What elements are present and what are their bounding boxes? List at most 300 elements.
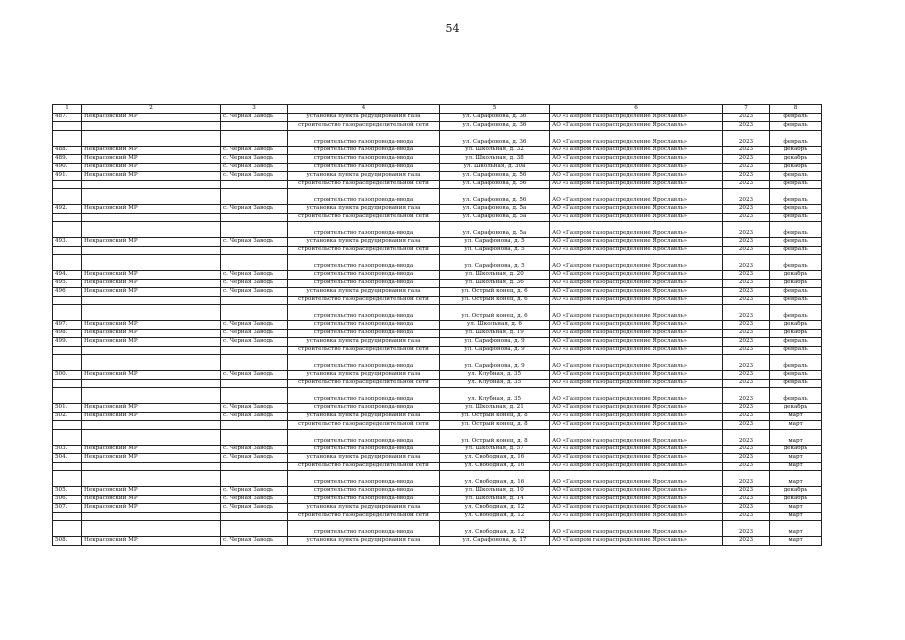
- organization-cell: АО «Газпром газораспределение Ярославль»: [550, 279, 723, 288]
- address-cell: ул. Свободная, д. 12: [440, 504, 550, 513]
- table-row: [53, 412, 822, 421]
- organization-cell: АО «Газпром газораспределение Ярославль»: [550, 271, 723, 280]
- work-type-cell: строительство газопровода-ввода: [288, 163, 440, 172]
- organization-cell: АО «Газпром газораспределение Ярославль»: [550, 213, 723, 222]
- district-cell: Некрасовский МР: [82, 495, 221, 504]
- row-number-cell: 497.: [53, 321, 82, 330]
- table-row: [53, 404, 822, 413]
- organization-cell: АО «Газпром газораспределение Ярославль»: [550, 504, 723, 513]
- district-cell: [82, 471, 221, 487]
- row-number-cell: 493.: [53, 238, 82, 247]
- organization-cell: АО «Газпром газораспределение Ярославль»: [550, 321, 723, 330]
- settlement-cell: [221, 421, 288, 430]
- organization-cell: АО «Газпром газораспределение Ярославль»: [550, 429, 723, 445]
- row-number-cell: 501.: [53, 404, 82, 413]
- month-cell: март: [770, 412, 822, 421]
- month-cell: декабрь: [770, 155, 822, 164]
- table-row: [53, 122, 822, 131]
- row-number-cell: [53, 521, 82, 537]
- row-number-cell: [53, 421, 82, 430]
- table-row: [53, 429, 822, 445]
- settlement-cell: [221, 521, 288, 537]
- district-cell: Некрасовский МР: [82, 454, 221, 463]
- table-row: [53, 495, 822, 504]
- settlement-cell: [221, 222, 288, 238]
- district-cell: [82, 180, 221, 189]
- table-row: [53, 189, 822, 205]
- month-cell: февраль: [770, 338, 822, 347]
- table-row: [53, 146, 822, 155]
- organization-cell: АО «Газпром газораспределение Ярославль»: [550, 163, 723, 172]
- year-cell: 2023: [723, 355, 770, 371]
- organization-cell: АО «Газпром газораспределение Ярославль»: [550, 404, 723, 413]
- table-row: [53, 246, 822, 255]
- year-cell: 2023: [723, 296, 770, 305]
- month-cell: декабрь: [770, 321, 822, 330]
- address-cell: ул. Свободная, д. 12: [440, 512, 550, 521]
- district-cell: Некрасовский МР: [82, 238, 221, 247]
- month-cell: март: [770, 471, 822, 487]
- work-type-cell: строительство газораспределительной сети: [288, 246, 440, 255]
- table-row: [53, 388, 822, 404]
- work-type-cell: строительство газопровода-ввода: [288, 155, 440, 164]
- month-cell: март: [770, 454, 822, 463]
- row-number-cell: [53, 296, 82, 305]
- organization-cell: АО «Газпром газораспределение Ярославль»: [550, 421, 723, 430]
- work-type-cell: строительство газопровода-ввода: [288, 255, 440, 271]
- settlement-cell: с. Черная Заводь: [221, 155, 288, 164]
- year-cell: 2023: [723, 471, 770, 487]
- settlement-cell: с. Черная Заводь: [221, 288, 288, 297]
- work-type-cell: строительство газопровода-ввода: [288, 329, 440, 338]
- address-cell: ул. Острый конец, д. 6: [440, 305, 550, 321]
- organization-cell: АО «Газпром газораспределение Ярославль»: [550, 329, 723, 338]
- settlement-cell: [221, 471, 288, 487]
- month-cell: февраль: [770, 205, 822, 214]
- row-number-cell: [53, 213, 82, 222]
- district-cell: [82, 189, 221, 205]
- settlement-cell: [221, 122, 288, 131]
- month-cell: декабрь: [770, 495, 822, 504]
- month-cell: декабрь: [770, 279, 822, 288]
- month-cell: март: [770, 537, 822, 546]
- year-cell: 2023: [723, 412, 770, 421]
- month-cell: март: [770, 504, 822, 513]
- row-number-cell: 490.: [53, 163, 82, 172]
- row-number-cell: 504.: [53, 454, 82, 463]
- settlement-cell: с. Черная Заводь: [221, 371, 288, 380]
- work-type-cell: установка пункта редуцирования газа: [288, 454, 440, 463]
- district-cell: Некрасовский МР: [82, 146, 221, 155]
- work-type-cell: строительство газораспределительной сети: [288, 512, 440, 521]
- organization-cell: АО «Газпром газораспределение Ярославль»: [550, 146, 723, 155]
- district-cell: [82, 130, 221, 146]
- settlement-cell: с. Черная Заводь: [221, 238, 288, 247]
- settlement-cell: [221, 296, 288, 305]
- column-header: 6: [550, 105, 723, 114]
- address-cell: ул. Сарафонова, д. 9: [440, 346, 550, 355]
- row-number-cell: 498.: [53, 329, 82, 338]
- table-body: [53, 113, 822, 545]
- work-type-cell: строительство газораспределительной сети: [288, 296, 440, 305]
- column-header: 3: [221, 105, 288, 114]
- work-type-cell: установка пункта редуцирования газа: [288, 172, 440, 181]
- address-cell: ул. Сарафонова, д. 17: [440, 537, 550, 546]
- district-cell: [82, 462, 221, 471]
- table-row: [53, 180, 822, 189]
- work-type-cell: строительство газопровода-ввода: [288, 305, 440, 321]
- organization-cell: АО «Газпром газораспределение Ярославль»: [550, 305, 723, 321]
- month-cell: февраль: [770, 180, 822, 189]
- year-cell: 2023: [723, 329, 770, 338]
- row-number-cell: [53, 462, 82, 471]
- settlement-cell: с. Черная Заводь: [221, 412, 288, 421]
- address-cell: ул. Школьная, д. 30а: [440, 163, 550, 172]
- table-row: [53, 537, 822, 546]
- year-cell: 2023: [723, 288, 770, 297]
- table-row: [53, 213, 822, 222]
- work-type-cell: установка пункта редуцирования газа: [288, 238, 440, 247]
- organization-cell: АО «Газпром газораспределение Ярославль»: [550, 189, 723, 205]
- month-cell: февраль: [770, 189, 822, 205]
- month-cell: февраль: [770, 246, 822, 255]
- table-row: [53, 205, 822, 214]
- settlement-cell: [221, 130, 288, 146]
- address-cell: ул. Острый конец, д. 6: [440, 296, 550, 305]
- organization-cell: АО «Газпром газораспределение Ярославль»: [550, 113, 723, 122]
- year-cell: 2023: [723, 180, 770, 189]
- year-cell: 2023: [723, 338, 770, 347]
- table-row: [53, 445, 822, 454]
- work-type-cell: установка пункта редуцирования газа: [288, 412, 440, 421]
- table-row: [53, 238, 822, 247]
- settlement-cell: с. Черная Заводь: [221, 146, 288, 155]
- year-cell: 2023: [723, 379, 770, 388]
- row-number-cell: 491.: [53, 172, 82, 181]
- month-cell: декабрь: [770, 404, 822, 413]
- table-row: [53, 172, 822, 181]
- table-row: [53, 521, 822, 537]
- work-type-cell: установка пункта редуцирования газа: [288, 205, 440, 214]
- district-cell: Некрасовский МР: [82, 537, 221, 546]
- address-cell: ул. Школьная, д. 32: [440, 146, 550, 155]
- district-cell: [82, 213, 221, 222]
- organization-cell: АО «Газпром газораспределение Ярославль»: [550, 255, 723, 271]
- table-row: [53, 379, 822, 388]
- month-cell: февраль: [770, 255, 822, 271]
- settlement-cell: [221, 429, 288, 445]
- row-number-cell: 506.: [53, 495, 82, 504]
- year-cell: 2023: [723, 521, 770, 537]
- district-cell: [82, 355, 221, 371]
- month-cell: февраль: [770, 288, 822, 297]
- row-number-cell: [53, 471, 82, 487]
- address-cell: ул. Школьная, д. 14: [440, 495, 550, 504]
- row-number-cell: 505.: [53, 487, 82, 496]
- district-cell: [82, 512, 221, 521]
- organization-cell: АО «Газпром газораспределение Ярославль»: [550, 296, 723, 305]
- row-number-cell: 507.: [53, 504, 82, 513]
- work-type-cell: строительство газопровода-ввода: [288, 279, 440, 288]
- work-type-cell: строительство газопровода-ввода: [288, 487, 440, 496]
- district-cell: [82, 222, 221, 238]
- work-type-cell: строительство газораспределительной сети: [288, 213, 440, 222]
- month-cell: декабрь: [770, 146, 822, 155]
- month-cell: февраль: [770, 379, 822, 388]
- organization-cell: АО «Газпром газораспределение Ярославль»: [550, 205, 723, 214]
- work-type-cell: установка пункта редуцирования газа: [288, 113, 440, 122]
- table-row: [53, 421, 822, 430]
- month-cell: декабрь: [770, 163, 822, 172]
- district-cell: Некрасовский МР: [82, 404, 221, 413]
- address-cell: ул. Клубная, д. 35: [440, 388, 550, 404]
- table-header-row: [53, 105, 822, 114]
- month-cell: февраль: [770, 222, 822, 238]
- row-number-cell: [53, 388, 82, 404]
- row-number-cell: 489.: [53, 155, 82, 164]
- district-cell: Некрасовский МР: [82, 279, 221, 288]
- row-number-cell: 494.: [53, 271, 82, 280]
- organization-cell: АО «Газпром газораспределение Ярославль»: [550, 338, 723, 347]
- address-cell: ул. Сарафонова, д. 5а: [440, 222, 550, 238]
- organization-cell: АО «Газпром газораспределение Ярославль»: [550, 371, 723, 380]
- table-row: [53, 454, 822, 463]
- address-cell: ул. Школьная, д. 20: [440, 271, 550, 280]
- table-row: [53, 371, 822, 380]
- year-cell: 2023: [723, 487, 770, 496]
- address-cell: ул. Острый конец, д. 8: [440, 421, 550, 430]
- district-cell: [82, 255, 221, 271]
- address-cell: ул. Школьная, д. 19: [440, 329, 550, 338]
- settlement-cell: [221, 180, 288, 189]
- year-cell: 2023: [723, 113, 770, 122]
- table-row: [53, 163, 822, 172]
- settlement-cell: [221, 355, 288, 371]
- year-cell: 2023: [723, 271, 770, 280]
- row-number-cell: 500.: [53, 371, 82, 380]
- district-cell: Некрасовский МР: [82, 338, 221, 347]
- month-cell: февраль: [770, 172, 822, 181]
- year-cell: 2023: [723, 279, 770, 288]
- organization-cell: АО «Газпром газораспределение Ярославль»: [550, 412, 723, 421]
- district-cell: Некрасовский МР: [82, 321, 221, 330]
- month-cell: февраль: [770, 388, 822, 404]
- district-cell: [82, 379, 221, 388]
- work-type-cell: строительство газопровода-ввода: [288, 388, 440, 404]
- work-type-cell: строительство газопровода-ввода: [288, 521, 440, 537]
- work-type-cell: строительство газопровода-ввода: [288, 130, 440, 146]
- year-cell: 2023: [723, 146, 770, 155]
- organization-cell: АО «Газпром газораспределение Ярославль»: [550, 379, 723, 388]
- table-row: [53, 255, 822, 271]
- organization-cell: АО «Газпром газораспределение Ярославль»: [550, 454, 723, 463]
- month-cell: март: [770, 462, 822, 471]
- address-cell: ул. Школьная, д. 36: [440, 279, 550, 288]
- work-type-cell: строительство газораспределительной сети: [288, 122, 440, 131]
- address-cell: ул. Сарафонова, д. 56: [440, 189, 550, 205]
- district-cell: [82, 429, 221, 445]
- year-cell: 2023: [723, 371, 770, 380]
- year-cell: 2023: [723, 429, 770, 445]
- settlement-cell: [221, 379, 288, 388]
- table-row: [53, 130, 822, 146]
- district-cell: Некрасовский МР: [82, 504, 221, 513]
- settlement-cell: [221, 305, 288, 321]
- year-cell: 2023: [723, 172, 770, 181]
- table-row: [53, 346, 822, 355]
- organization-cell: АО «Газпром газораспределение Ярославль»: [550, 130, 723, 146]
- year-cell: 2023: [723, 512, 770, 521]
- district-cell: Некрасовский МР: [82, 412, 221, 421]
- month-cell: декабрь: [770, 487, 822, 496]
- year-cell: 2023: [723, 238, 770, 247]
- table-row: [53, 471, 822, 487]
- work-type-cell: строительство газораспределительной сети: [288, 379, 440, 388]
- work-type-cell: строительство газопровода-ввода: [288, 355, 440, 371]
- district-cell: Некрасовский МР: [82, 371, 221, 380]
- year-cell: 2023: [723, 421, 770, 430]
- month-cell: февраль: [770, 305, 822, 321]
- district-cell: [82, 521, 221, 537]
- year-cell: 2023: [723, 445, 770, 454]
- row-number-cell: [53, 130, 82, 146]
- table-row: [53, 338, 822, 347]
- table-row: [53, 271, 822, 280]
- month-cell: февраль: [770, 113, 822, 122]
- work-type-cell: установка пункта редуцирования газа: [288, 288, 440, 297]
- month-cell: март: [770, 421, 822, 430]
- address-cell: ул. Сарафонова, д. 5а: [440, 205, 550, 214]
- year-cell: 2023: [723, 213, 770, 222]
- table-row: [53, 279, 822, 288]
- settlement-cell: с. Черная Заводь: [221, 271, 288, 280]
- organization-cell: АО «Газпром газораспределение Ярославль»: [550, 346, 723, 355]
- address-cell: ул. Школьная, д. 38: [440, 155, 550, 164]
- work-type-cell: строительство газопровода-ввода: [288, 429, 440, 445]
- organization-cell: АО «Газпром газораспределение Ярославль»: [550, 222, 723, 238]
- settlement-cell: [221, 388, 288, 404]
- address-cell: ул. Свободная, д. 12: [440, 521, 550, 537]
- table-row: [53, 288, 822, 297]
- district-cell: Некрасовский МР: [82, 329, 221, 338]
- organization-cell: АО «Газпром газораспределение Ярославль»: [550, 288, 723, 297]
- settlement-cell: с. Черная Заводь: [221, 537, 288, 546]
- month-cell: февраль: [770, 213, 822, 222]
- row-number-cell: 495.: [53, 279, 82, 288]
- settlement-cell: с. Черная Заводь: [221, 504, 288, 513]
- year-cell: 2023: [723, 163, 770, 172]
- district-cell: Некрасовский МР: [82, 487, 221, 496]
- table-row: [53, 296, 822, 305]
- district-cell: [82, 421, 221, 430]
- year-cell: 2023: [723, 155, 770, 164]
- table-row: [53, 222, 822, 238]
- row-number-cell: 499.: [53, 338, 82, 347]
- year-cell: 2023: [723, 130, 770, 146]
- column-header: 5: [440, 105, 550, 114]
- row-number-cell: 503.: [53, 445, 82, 454]
- column-header: 4: [288, 105, 440, 114]
- row-number-cell: [53, 305, 82, 321]
- settlement-cell: [221, 213, 288, 222]
- district-cell: Некрасовский МР: [82, 113, 221, 122]
- row-number-cell: [53, 222, 82, 238]
- settlement-cell: с. Черная Заводь: [221, 338, 288, 347]
- address-cell: ул. Острый конец, д. 6: [440, 288, 550, 297]
- organization-cell: АО «Газпром газораспределение Ярославль»: [550, 487, 723, 496]
- settlement-cell: [221, 246, 288, 255]
- address-cell: ул. Школьная, д. 21: [440, 404, 550, 413]
- organization-cell: АО «Газпром газораспределение Ярославль»: [550, 238, 723, 247]
- month-cell: декабрь: [770, 329, 822, 338]
- work-type-cell: установка пункта редуцирования газа: [288, 338, 440, 347]
- month-cell: декабрь: [770, 445, 822, 454]
- work-type-cell: строительство газопровода-ввода: [288, 495, 440, 504]
- column-header: 2: [82, 105, 221, 114]
- table-row: [53, 329, 822, 338]
- organization-cell: АО «Газпром газораспределение Ярославль»: [550, 388, 723, 404]
- address-cell: ул. Сарафонова, д. 9: [440, 355, 550, 371]
- district-cell: Некрасовский МР: [82, 172, 221, 181]
- month-cell: декабрь: [770, 271, 822, 280]
- organization-cell: АО «Газпром газораспределение Ярославль»: [550, 495, 723, 504]
- work-type-cell: установка пункта редуцирования газа: [288, 371, 440, 380]
- year-cell: 2023: [723, 222, 770, 238]
- settlement-cell: с. Черная Заводь: [221, 279, 288, 288]
- settlement-cell: с. Черная Заводь: [221, 454, 288, 463]
- month-cell: февраль: [770, 371, 822, 380]
- work-type-cell: установка пункта редуцирования газа: [288, 504, 440, 513]
- row-number-cell: [53, 512, 82, 521]
- row-number-cell: 496: [53, 288, 82, 297]
- year-cell: 2023: [723, 305, 770, 321]
- work-type-cell: строительство газопровода-ввода: [288, 321, 440, 330]
- work-type-cell: строительство газораспределительной сети: [288, 462, 440, 471]
- address-cell: ул. Свободная, д. 16: [440, 471, 550, 487]
- table-row: [53, 113, 822, 122]
- address-cell: ул. Школьная, д. 6: [440, 321, 550, 330]
- organization-cell: АО «Газпром газораспределение Ярославль»: [550, 521, 723, 537]
- year-cell: 2023: [723, 454, 770, 463]
- year-cell: 2023: [723, 122, 770, 131]
- address-cell: ул. Школьная, д. 10: [440, 487, 550, 496]
- month-cell: март: [770, 521, 822, 537]
- organization-cell: АО «Газпром газораспределение Ярославль»: [550, 512, 723, 521]
- address-cell: ул. Сарафонова, д. 56: [440, 180, 550, 189]
- settlement-cell: [221, 512, 288, 521]
- year-cell: 2023: [723, 495, 770, 504]
- district-cell: [82, 246, 221, 255]
- row-number-cell: [53, 246, 82, 255]
- table-row: [53, 512, 822, 521]
- column-header: 8: [770, 105, 822, 114]
- row-number-cell: [53, 355, 82, 371]
- year-cell: 2023: [723, 255, 770, 271]
- month-cell: февраль: [770, 355, 822, 371]
- year-cell: 2023: [723, 388, 770, 404]
- table-row: [53, 487, 822, 496]
- district-cell: [82, 346, 221, 355]
- address-cell: ул. Сарафонова, д. 36: [440, 130, 550, 146]
- address-cell: ул. Острый конец, д. 8: [440, 429, 550, 445]
- settlement-cell: [221, 255, 288, 271]
- table-row: [53, 155, 822, 164]
- address-cell: ул. Сарафонова, д. 36: [440, 122, 550, 131]
- row-number-cell: [53, 379, 82, 388]
- work-type-cell: строительство газопровода-ввода: [288, 404, 440, 413]
- row-number-cell: [53, 180, 82, 189]
- address-cell: ул. Свободная, д. 16: [440, 462, 550, 471]
